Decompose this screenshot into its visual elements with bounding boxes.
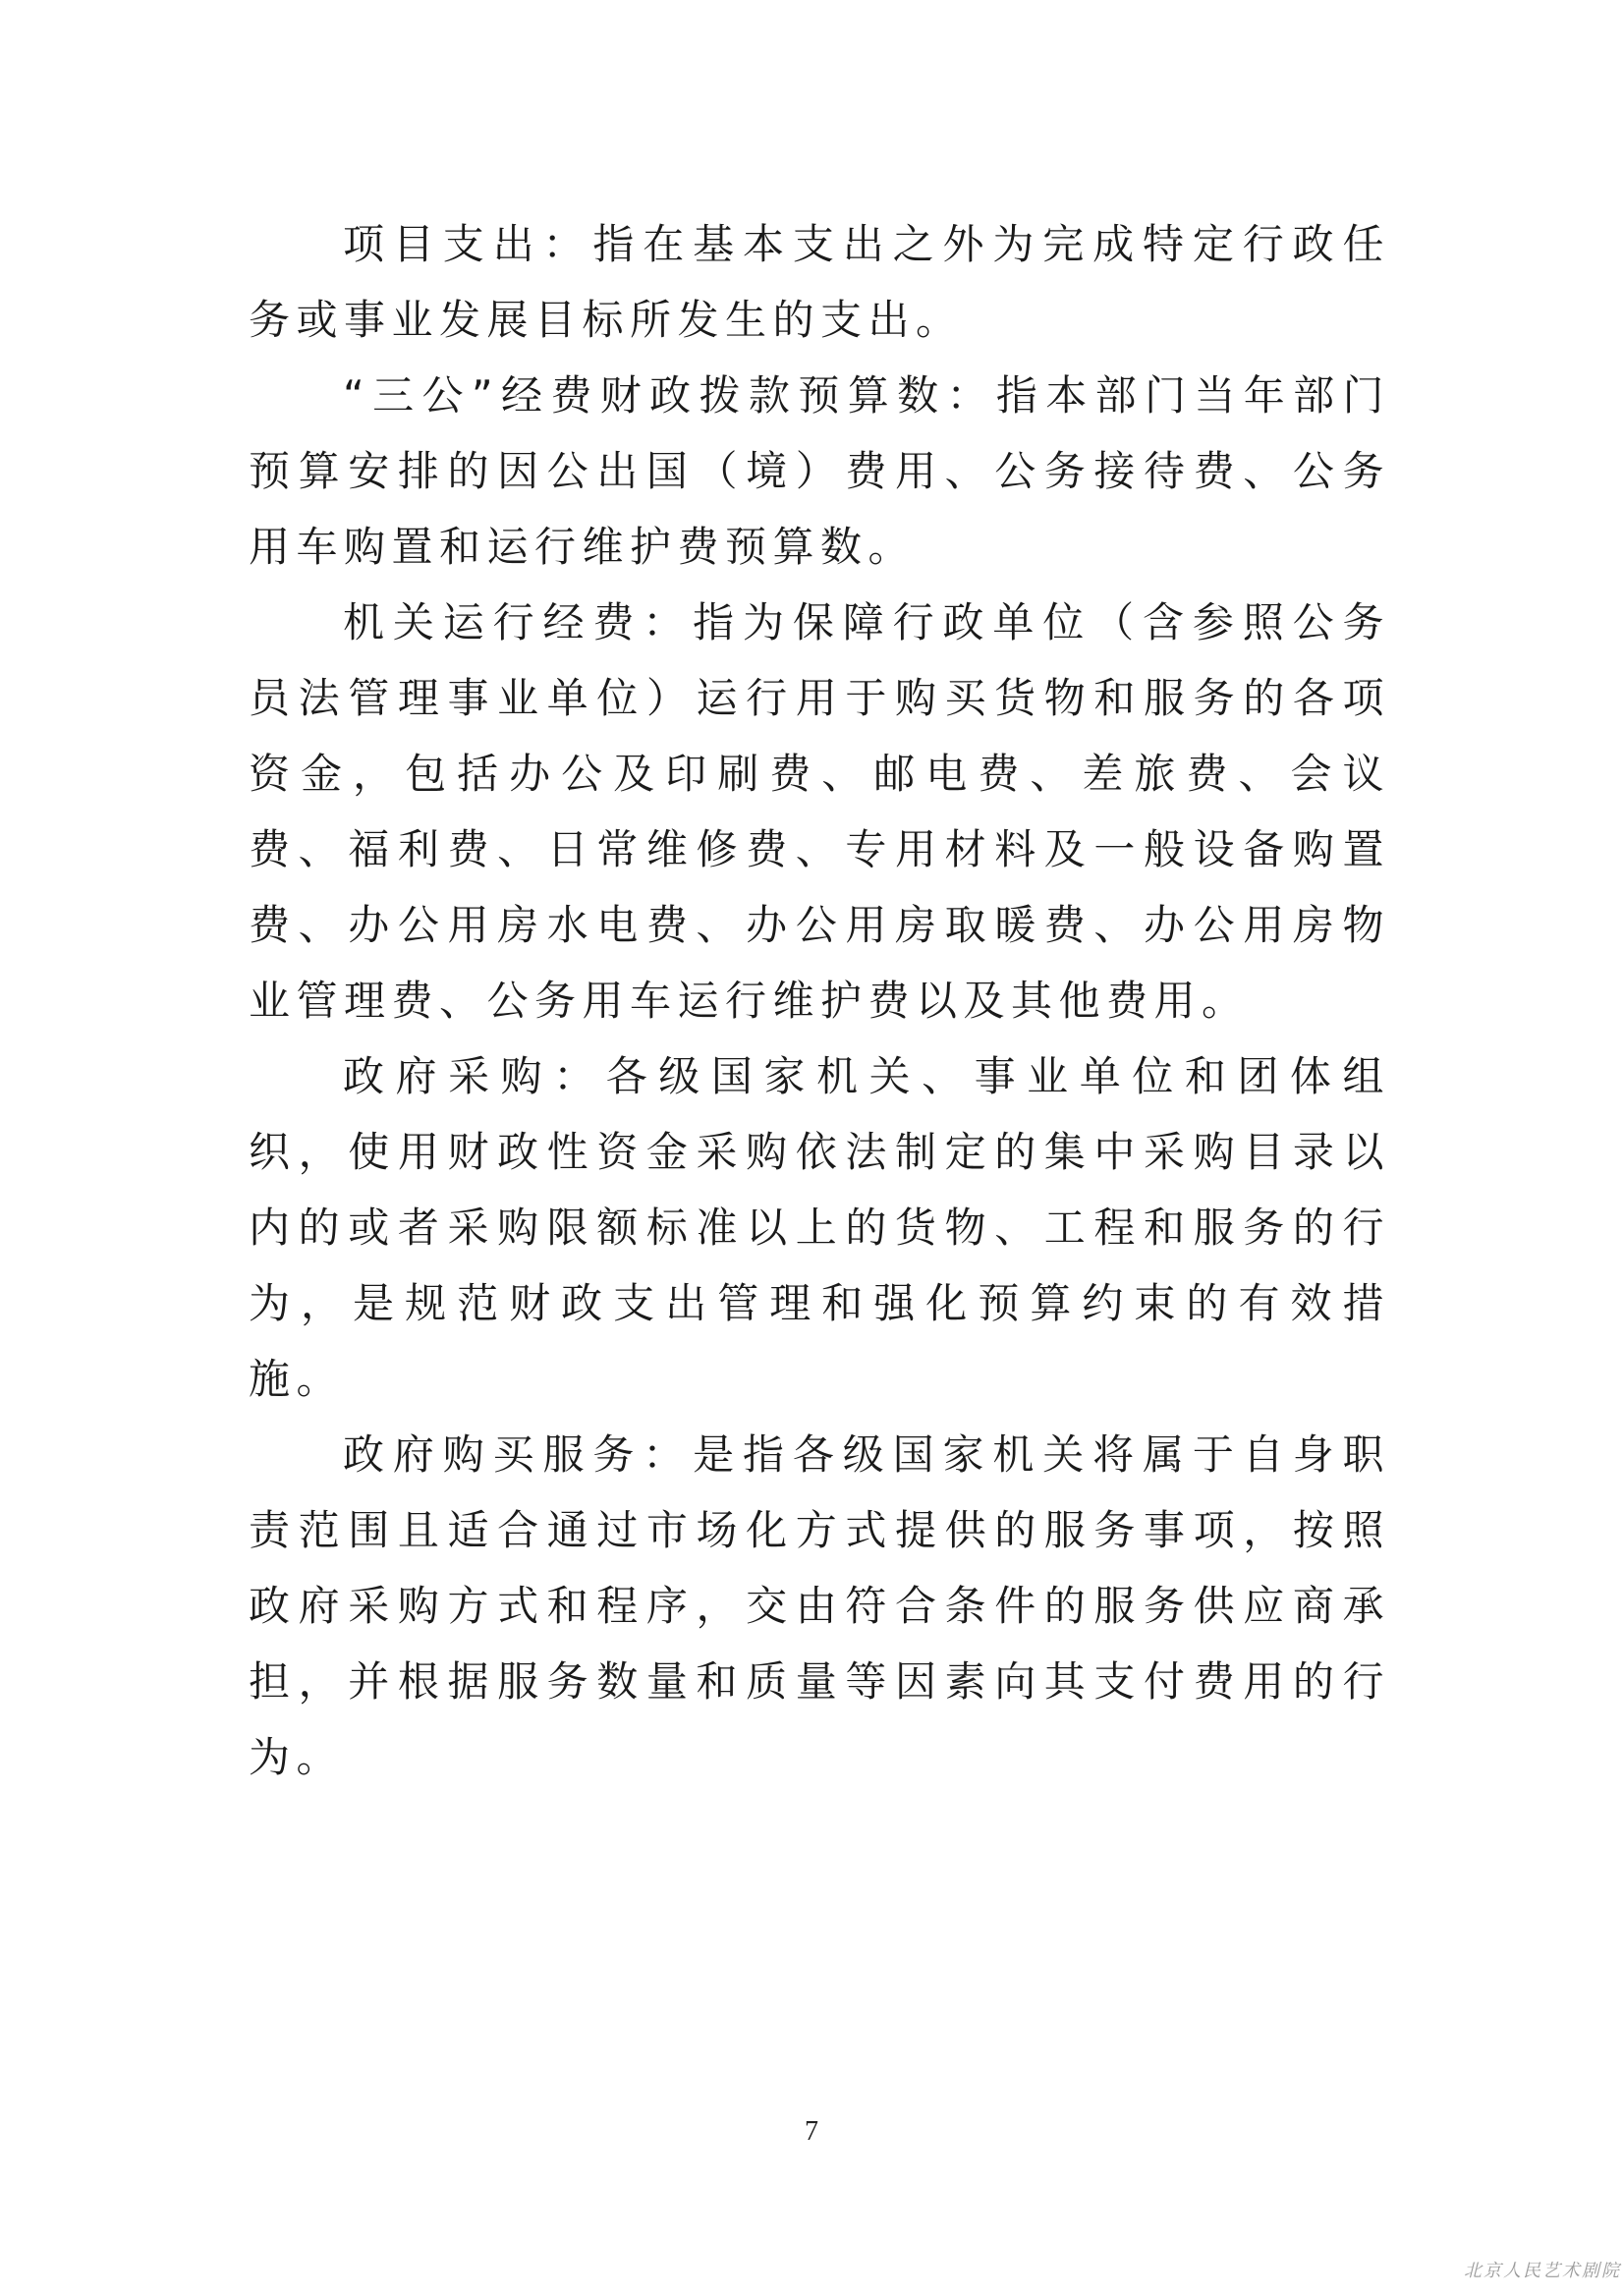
page-number: 7 (805, 2116, 818, 2147)
watermark: 北京人民艺术剧院 (1464, 2261, 1621, 2281)
paragraph-government-procurement: 政府采购：各级国家机关、事业单位和团体组织，使用财政性资金采购依法制定的集中采购目录以内的或者采购限额标准以上的货物、工程和服务的行为，是规范财政支出管理和强化预算约束的有效措施。 (249, 1052, 1390, 1403)
paragraph-three-public-expenses: “三公”经费财政拨款预算数：指本部门当年部门预算安排的因公出国（境）费用、公务接待费、公务用车购置和运行维护费预算数。 (249, 371, 1390, 571)
paragraph-agency-operating-expenses: 机关运行经费：指为保障行政单位（含参照公务员法管理事业单位）运行用于购买货物和服务的各项资金，包括办公及印刷费、邮电费、差旅费、会议费、福利费、日常维修费、专用材料及一般设备购置费、办公用房水电费、办公用房取暖费、办公用房物业管理费、公务用车运行维护费以及其他费用。 (249, 598, 1390, 1025)
paragraph-project-expenditure: 项目支出：指在基本支出之外为完成特定行政任务或事业发展目标所发生的支出。 (249, 220, 1390, 344)
body-text (249, 206, 1390, 1795)
paragraph-government-purchased-services: 政府购买服务：是指各级国家机关将属于自身职责范围且适合通过市场化方式提供的服务事项，按照政府采购方式和程序，交由符合条件的服务供应商承担，并根据服务数量和质量等因素向其支付费用的行为。 (249, 1430, 1390, 1781)
